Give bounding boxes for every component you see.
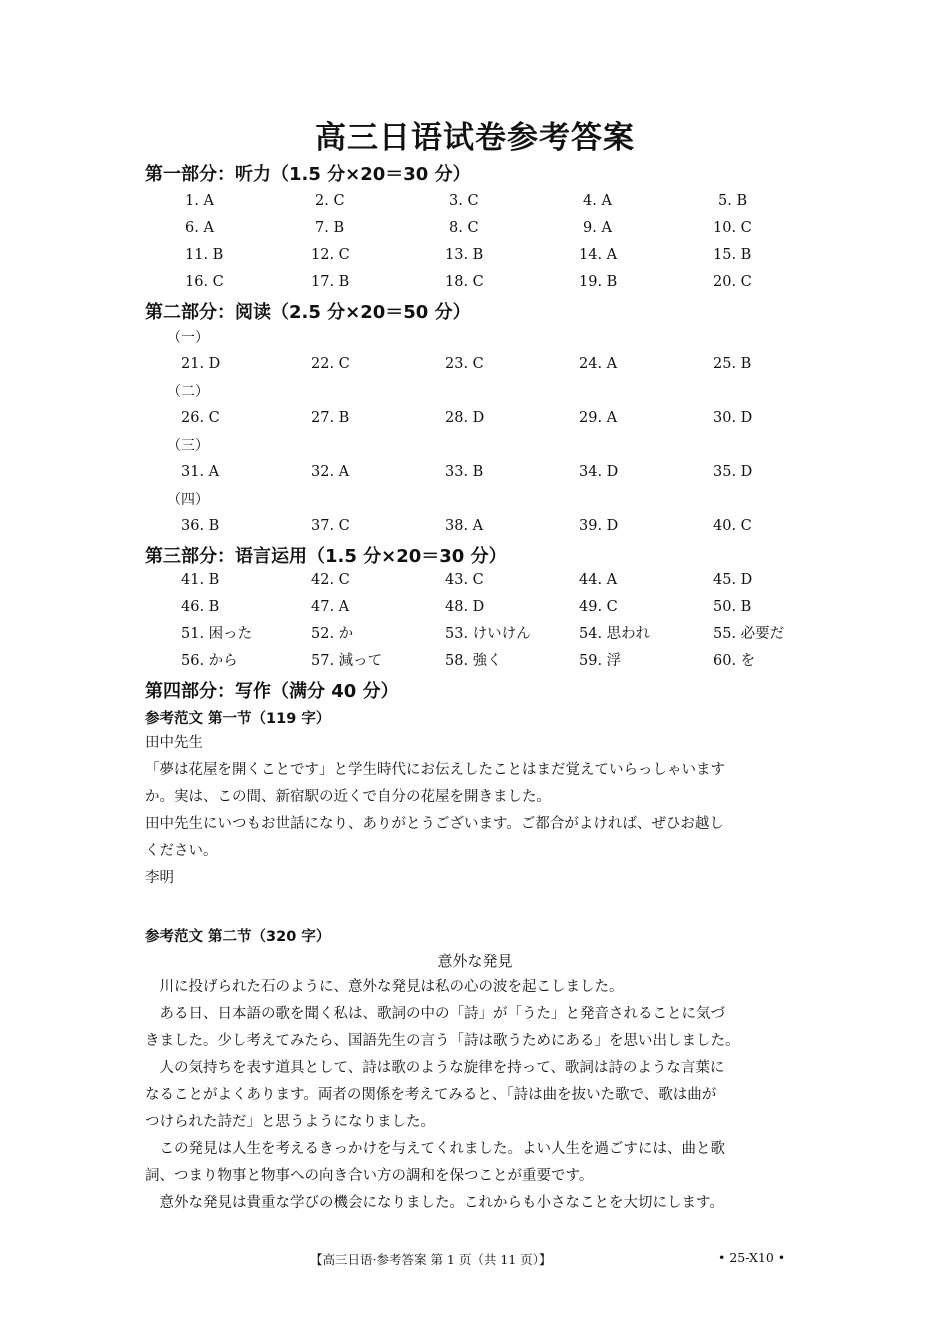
answer-item: 33. B xyxy=(445,464,484,480)
answer-item: 3. C xyxy=(449,193,479,209)
page-footer-label: 【高三日语·参考答案 第 1 页（共 11 页）】 xyxy=(310,1252,552,1267)
answer-item: 37. C xyxy=(311,518,350,534)
answer-item: 7. B xyxy=(315,220,345,236)
group-label: （一） xyxy=(167,330,209,346)
answer-item: 39. D xyxy=(579,518,619,534)
group-label: （二） xyxy=(167,384,209,400)
answer-row xyxy=(0,406,950,430)
answer-row xyxy=(0,270,950,294)
essay-line: 人の気持ちを表す道具として、詩は歌のような旋律を持って、歌詞は詩のような言葉に xyxy=(145,1060,725,1076)
part2-heading: 第二部分：阅读（2.5 分×20＝50 分） xyxy=(145,302,471,323)
answer-row xyxy=(0,189,950,213)
answer-item: 30. D xyxy=(713,410,753,426)
answer-row xyxy=(0,649,950,673)
answer-item: 38. A xyxy=(445,518,484,534)
answer-item: 57. 減って xyxy=(311,653,383,669)
answer-item: 28. D xyxy=(445,410,485,426)
answer-item: 50. B xyxy=(713,599,752,615)
answer-row xyxy=(0,460,950,484)
answer-row xyxy=(0,622,950,646)
essay-line: つけられた詩だ」と思うようになりました。 xyxy=(145,1114,435,1130)
essay-line: 「夢は花屋を開くことです」と学生時代にお伝えしたことはまだ覚えていらっしゃいます xyxy=(145,762,725,778)
answer-item: 32. A xyxy=(311,464,350,480)
answer-item: 4. A xyxy=(583,193,612,209)
answer-item: 56. から xyxy=(181,653,238,669)
answer-item: 58. 強く xyxy=(445,653,502,669)
essay-line: ください。 xyxy=(145,843,218,859)
answer-item: 53. けいけん xyxy=(445,626,531,642)
essay1-label: 参考范文 第一节（119 字） xyxy=(145,711,331,727)
answer-item: 43. C xyxy=(445,572,484,588)
answer-item: 16. C xyxy=(185,274,224,290)
answer-item: 20. C xyxy=(713,274,752,290)
answer-item: 40. C xyxy=(713,518,752,534)
essay-line: なることがよくあります。両者の関係を考えてみると、「詩は曲を抜いた歌で、歌は曲が xyxy=(145,1087,717,1103)
answer-item: 22. C xyxy=(311,356,350,372)
essay-line: 川に投げられた石のように、意外な発見は私の心の波を起こしました。 xyxy=(145,979,624,995)
answer-item: 42. C xyxy=(311,572,350,588)
group-label: （三） xyxy=(167,438,209,454)
answer-item: 44. A xyxy=(579,572,618,588)
answer-item: 19. B xyxy=(579,274,618,290)
answer-item: 55. 必要だ xyxy=(713,626,785,642)
essay-line: この発見は人生を考えるきっかけを与えてくれました。よい人生を過ごすには、曲と歌 xyxy=(145,1141,725,1157)
answer-item: 17. B xyxy=(311,274,350,290)
answer-item: 6. A xyxy=(185,220,214,236)
answer-item: 41. B xyxy=(181,572,220,588)
essay2-title: 意外な発見 xyxy=(437,952,513,970)
answer-row xyxy=(0,514,950,538)
essay-line: きました。少し考えてみたら、国語先生の言う「詩は歌うためにある」を思い出しました。 xyxy=(145,1033,740,1049)
part1-heading: 第一部分：听力（1.5 分×20＝30 分） xyxy=(145,164,471,185)
answer-item: 2. C xyxy=(315,193,345,209)
answer-row xyxy=(0,243,950,267)
answer-item: 35. D xyxy=(713,464,753,480)
essay2-label: 参考范文 第二节（320 字） xyxy=(145,929,331,945)
essay-line: 詞、つまり物事と物事への向き合い方の調和を保つことが重要です。 xyxy=(145,1168,594,1184)
answer-item: 34. D xyxy=(579,464,619,480)
essay-line: ある日、日本語の歌を聞く私は、歌詞の中の「詩」が「うた」と発音されることに気づ xyxy=(145,1006,725,1022)
answer-item: 29. A xyxy=(579,410,618,426)
answer-row xyxy=(0,568,950,592)
page-footer-code: • 25-X10 • xyxy=(718,1250,786,1265)
answer-item: 31. A xyxy=(181,464,220,480)
answer-item: 52. か xyxy=(311,626,354,642)
answer-item: 47. A xyxy=(311,599,350,615)
answer-item: 12. C xyxy=(311,247,350,263)
answer-item: 23. C xyxy=(445,356,484,372)
part3-heading: 第三部分：语言运用（1.5 分×20＝30 分） xyxy=(145,546,507,567)
answer-item: 14. A xyxy=(579,247,618,263)
essay-line: 意外な発見は貴重な学びの機会になりました。これからも小さなことを大切にします。 xyxy=(145,1195,724,1211)
part4-heading: 第四部分：写作（满分 40 分） xyxy=(145,681,399,702)
answer-item: 59. 浮 xyxy=(579,653,622,669)
answer-item: 1. A xyxy=(185,193,214,209)
page-title: 高三日语试卷参考答案 xyxy=(315,120,635,156)
answer-item: 9. A xyxy=(583,220,612,236)
answer-row xyxy=(0,216,950,240)
answer-row xyxy=(0,595,950,619)
answer-item: 11. B xyxy=(185,247,224,263)
answer-item: 10. C xyxy=(713,220,752,236)
answer-item: 60. を xyxy=(713,653,756,669)
answer-item: 5. B xyxy=(718,193,748,209)
essay-line: 李明 xyxy=(145,870,174,886)
answer-row xyxy=(0,352,950,376)
answer-item: 8. C xyxy=(449,220,479,236)
essay-line: 田中先生 xyxy=(145,735,203,751)
essay-line: か。実は、この間、新宿駅の近くで自分の花屋を開きました。 xyxy=(145,789,551,805)
answer-item: 49. C xyxy=(579,599,618,615)
answer-item: 18. C xyxy=(445,274,484,290)
answer-item: 26. C xyxy=(181,410,220,426)
answer-item: 51. 困った xyxy=(181,626,253,642)
answer-item: 54. 思われ xyxy=(579,626,651,642)
answer-item: 25. B xyxy=(713,356,752,372)
answer-item: 36. B xyxy=(181,518,220,534)
essay-line: 田中先生にいつもお世話になり、ありがとうございます。ご都合がよければ、ぜひお越し xyxy=(145,816,724,832)
answer-item: 45. D xyxy=(713,572,753,588)
answer-item: 15. B xyxy=(713,247,752,263)
answer-item: 27. B xyxy=(311,410,350,426)
answer-item: 48. D xyxy=(445,599,485,615)
answer-item: 46. B xyxy=(181,599,220,615)
answer-item: 13. B xyxy=(445,247,484,263)
group-label: （四） xyxy=(167,492,209,508)
answer-item: 21. D xyxy=(181,356,221,372)
answer-item: 24. A xyxy=(579,356,618,372)
